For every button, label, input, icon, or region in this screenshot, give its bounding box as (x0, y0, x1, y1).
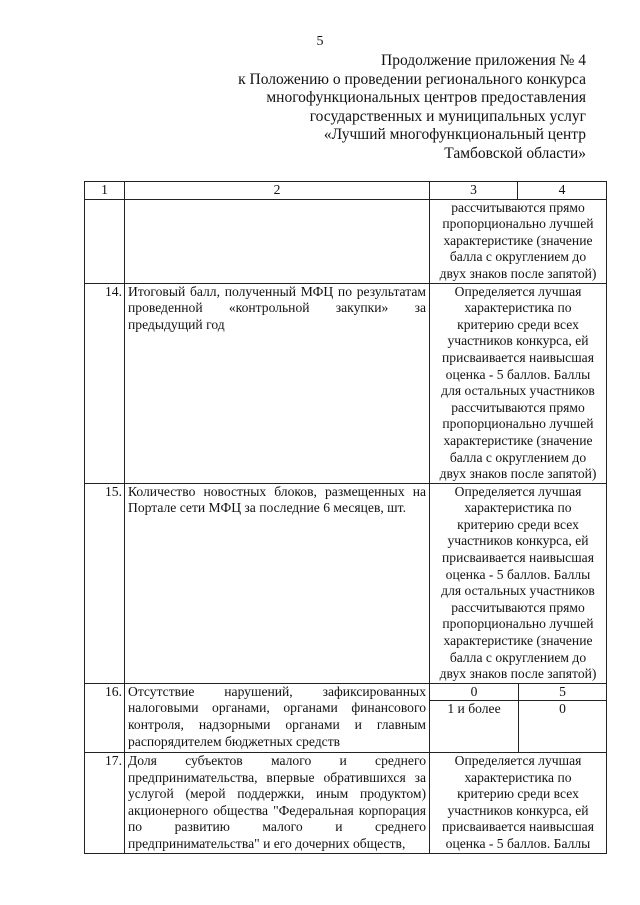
table-header-row (85, 182, 607, 200)
score-line: характеристике (значение (443, 232, 593, 248)
column-header: 1 (85, 182, 125, 200)
criterion-text: Количество новостных блоков, размещенных на Портале сети МФЦ за последние 6 месяцев, шт. (125, 483, 430, 683)
score-method-cell (430, 283, 607, 483)
score-line: балла с округлением до (449, 449, 587, 465)
header-line: к Положению о проведении регионального конкурса (238, 70, 586, 88)
page-number: 5 (316, 34, 324, 49)
score-line: балла с округлением до (449, 649, 587, 665)
row-number: 17. (85, 753, 125, 854)
score-line: присваивается наивысшая (442, 349, 594, 365)
score-line: Определяется лучшая (454, 753, 582, 768)
criteria-table (84, 181, 607, 854)
score-method-cell (430, 753, 607, 854)
table-row (85, 753, 607, 854)
score-line: участников конкурса, ей (447, 333, 589, 349)
split-score: 0 (559, 701, 566, 717)
score-line: пропорционально лучшей (442, 616, 594, 632)
table-row (85, 683, 607, 752)
score-line: характеристика по (464, 300, 572, 316)
score-line: характеристика по (464, 769, 572, 785)
score-line: характеристика по (464, 500, 572, 516)
score-line: оценка - 5 баллов. Баллы (445, 366, 591, 382)
score-split-table (430, 684, 606, 752)
score-line: пропорционально лучшей (442, 416, 594, 432)
criterion-text: Доля субъектов малого и среднего предпринимательства, впервые обратившихся за услугой (мерой поддержки, иным продуктом) акционерного общества "Федеральная корпорация по развитию малого и среднего предпринимательства" и его дочерних обществ, (125, 753, 430, 854)
score-line: присваивается наивысшая (442, 550, 594, 566)
column-header: 4 (518, 182, 607, 200)
score-line: для остальных участников (441, 583, 595, 599)
header-line: государственных и муниципальных услуг (309, 107, 586, 125)
criterion-text: Итоговый балл, полученный МФЦ по результатам проведенной «контрольной закупки» за предыдущий год (125, 283, 430, 483)
header-line: Продолжение приложения № 4 (381, 52, 586, 69)
score-line: оценка - 5 баллов. Баллы (445, 566, 591, 582)
header-line: Тамбовской области» (444, 144, 586, 162)
score-line: рассчитываются прямо (451, 399, 585, 415)
score-method-cell (430, 483, 607, 683)
column-header: 2 (125, 182, 430, 200)
score-line: рассчитываются прямо (451, 599, 585, 615)
appendix-header (166, 52, 586, 163)
score-line: характеристике (значение (443, 432, 593, 448)
row-number: 14. (85, 283, 125, 483)
row-number: 16. (85, 683, 125, 752)
column-header: 3 (430, 182, 518, 200)
score-line: критерию среди всех (457, 786, 579, 802)
score-method-cell (430, 199, 607, 283)
score-line: присваивается наивысшая (442, 819, 594, 835)
score-line: Определяется лучшая (454, 483, 582, 499)
split-score: 5 (519, 684, 607, 701)
score-line: оценка - 5 баллов. Баллы (445, 835, 591, 851)
score-line: для остальных участников (441, 383, 595, 399)
table-row (85, 283, 607, 483)
score-line: рассчитываются прямо (451, 199, 585, 215)
table-row (85, 483, 607, 683)
score-line: двух знаков после запятой) (439, 466, 597, 482)
split-value: 0 (430, 684, 519, 701)
score-line: характеристике (значение (443, 633, 593, 649)
score-line: балла с округлением до (449, 249, 587, 265)
row-number: 15. (85, 483, 125, 683)
criterion-text: Отсутствие нарушений, зафиксированных налоговыми органами, органами финансового контроля, надзорными органами и главным распорядителем бюджетных средств (125, 683, 430, 752)
header-line: «Лучший многофункциональный центр (323, 126, 586, 143)
split-value: 1 и более (430, 701, 519, 718)
header-line: многофункциональных центров предоставления (266, 89, 586, 106)
score-line: Определяется лучшая (454, 283, 582, 299)
score-line: пропорционально лучшей (442, 216, 594, 232)
score-line: двух знаков после запятой) (439, 666, 597, 682)
score-split-cell (430, 683, 607, 752)
table-row-continuation (85, 199, 607, 283)
score-line: участников конкурса, ей (447, 533, 589, 549)
score-line: участников конкурса, ей (447, 802, 589, 818)
score-line: двух знаков после запятой) (439, 265, 597, 281)
score-line: критерию среди всех (457, 516, 579, 532)
score-line: критерию среди всех (457, 316, 579, 332)
